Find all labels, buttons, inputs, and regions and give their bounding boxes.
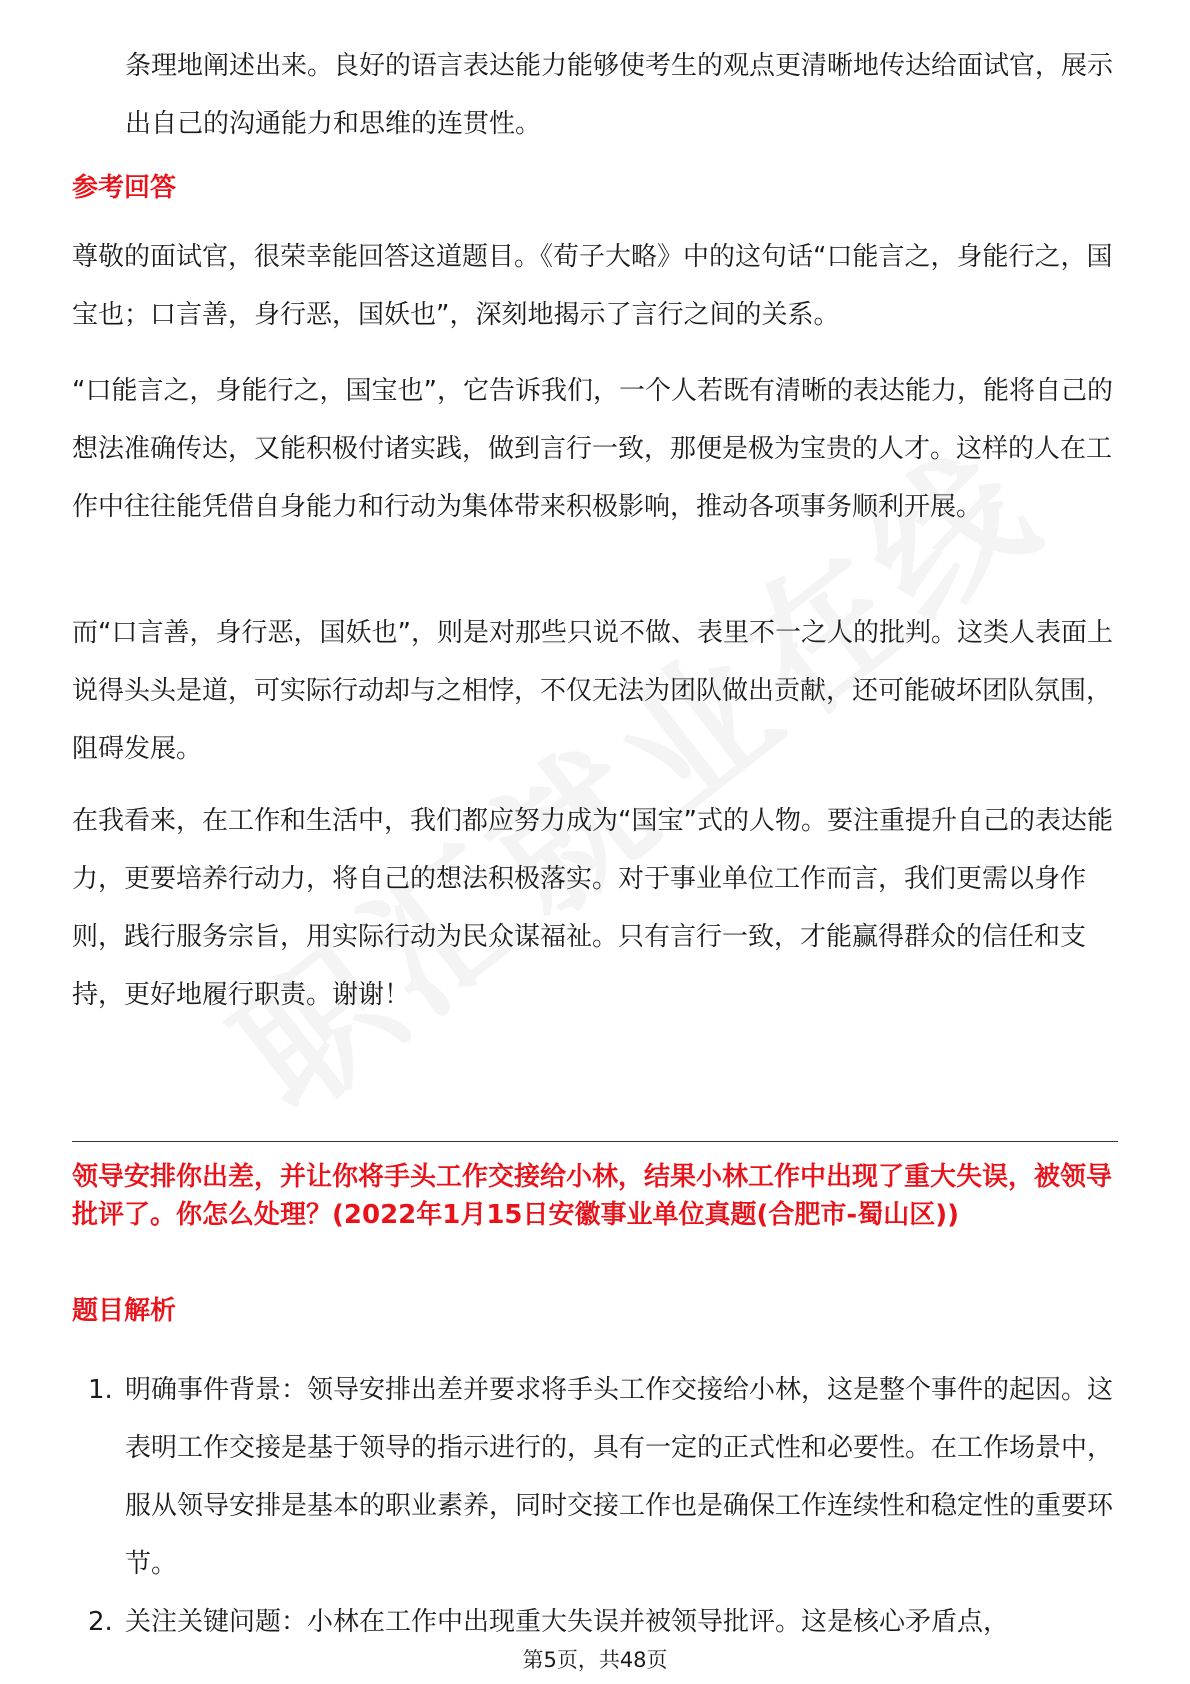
list-number: 2. bbox=[88, 1607, 113, 1637]
list-item bbox=[72, 1361, 1117, 1593]
answer-paragraph-2: “口能言之，身能行之，国宝也”，它告诉我们，一个人若既有清晰的表达能力，能将自己的想法准确传达，又能积极付诸实践，做到言行一致，那便是极为宝贵的人才。这样的人在工作中往往能凭借自身能力和行动为集体带来积极影响，推动各项事务顺利开展。 bbox=[72, 376, 1113, 522]
list-item bbox=[72, 1593, 1117, 1651]
analysis-list bbox=[72, 1361, 1117, 1651]
answer-paragraph-4: 在我看来，在工作和生活中，我们都应努力成为“国宝”式的人物。要注重提升自己的表达能力，更要培养行动力，将自己的想法积极落实。对于事业单位工作而言，我们更需以身作则，践行服务宗旨，用实际行动为民众谋福祉。只有言行一致，才能赢得群众的信任和支持，更好地履行职责。谢谢！ bbox=[72, 806, 1113, 1010]
section-divider bbox=[72, 1141, 1118, 1142]
question-title: 领导安排你出差，并让你将手头工作交接给小林，结果小林工作中出现了重大失误，被领导批评了。你怎么处理？(2022年1月15日安徽事业单位真题(合肥市-蜀山区)) bbox=[72, 1162, 1113, 1230]
list-number: 1. bbox=[88, 1375, 113, 1405]
answer-paragraph-3: 而“口言善，身行恶，国妖也”，则是对那些只说不做、表里不一之人的批判。这类人表面上说得头头是道，可实际行动却与之相悖，不仅无法为团队做出贡献，还可能破坏团队氛围，阻碍发展。 bbox=[72, 618, 1113, 764]
answer-paragraph-1: 尊敬的面试官，很荣幸能回答这道题目。《荀子大略》中的这句话“口能言之，身能行之，国宝也；口言善，身行恶，国妖也”，深刻地揭示了言行之间的关系。 bbox=[72, 242, 1113, 330]
intro-paragraph: 条理地阐述出来。良好的语言表达能力能够使考生的观点更清晰地传达给面试官，展示出自己的沟通能力和思维的连贯性。 bbox=[125, 51, 1114, 139]
list-item-text: 明确事件背景：领导安排出差并要求将手头工作交接给小林，这是整个事件的起因。这表明工作交接是基于领导的指示进行的，具有一定的正式性和必要性。在工作场景中，服从领导安排是基本的职业素养，同时交接工作也是确保工作连续性和稳定性的重要环节。 bbox=[125, 1375, 1114, 1579]
answer-heading: 参考回答 bbox=[72, 173, 177, 203]
analysis-heading: 题目解析 bbox=[72, 1296, 177, 1326]
list-item-text: 关注关键问题：小林在工作中出现重大失误并被领导批评。这是核心矛盾点， bbox=[125, 1607, 1010, 1637]
page-footer: 第5页，共48页 bbox=[522, 1648, 668, 1672]
